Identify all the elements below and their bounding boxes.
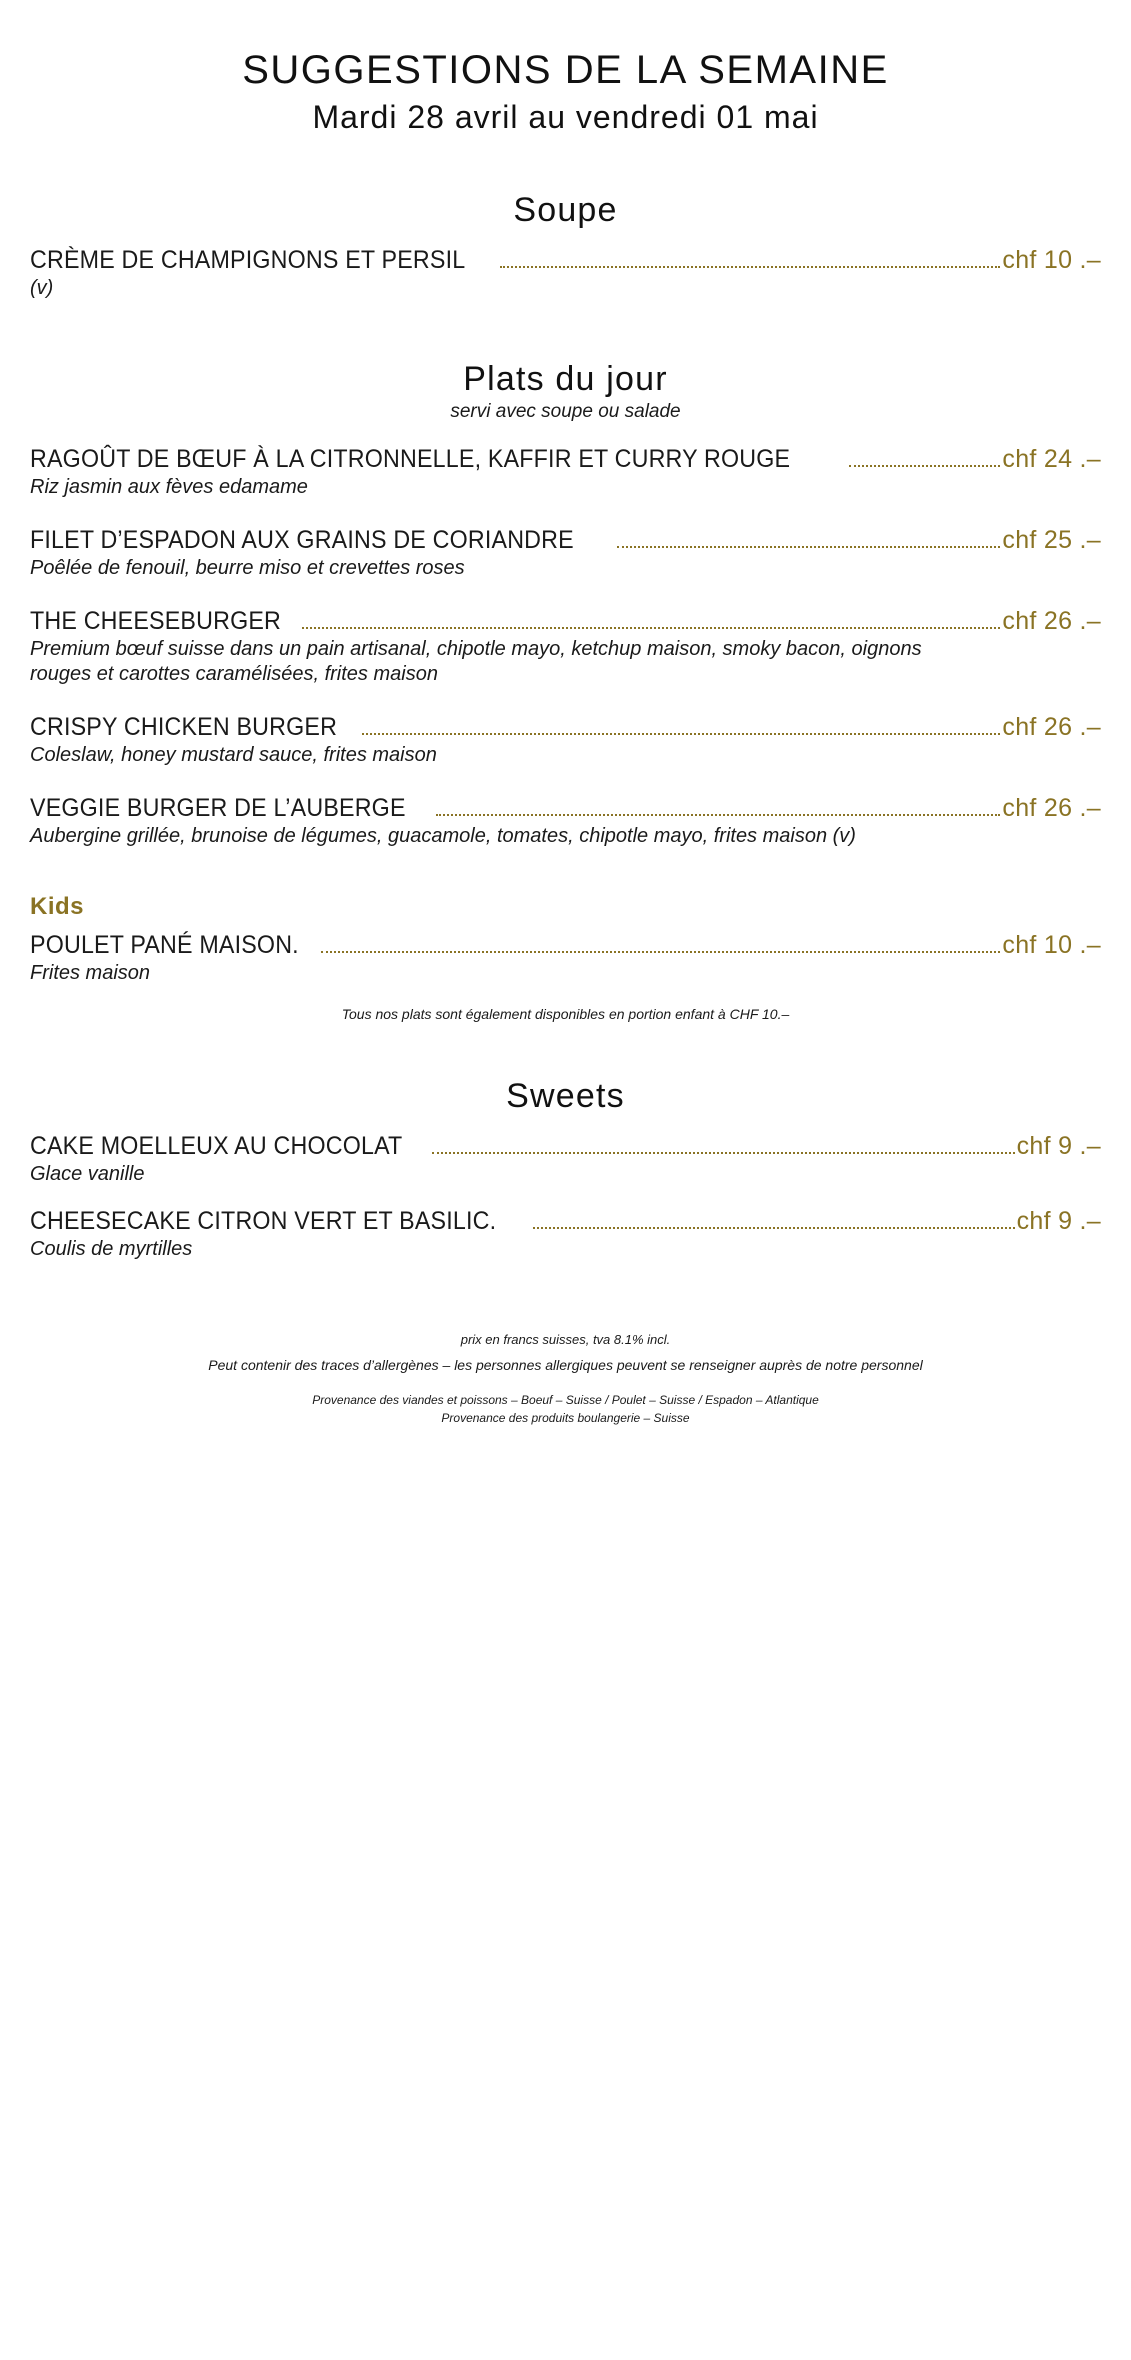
page-title: SUGGESTIONS DE LA SEMAINE (242, 48, 889, 92)
menu-item (30, 246, 1101, 301)
menu-item-description: Premium bœuf suisse dans un pain artisanal, chipotle mayo, ketchup maison, smoky bacon, oignons rouges et carottes caramélisées, frites maison (30, 638, 922, 685)
menu-item-price: chf 25 .– (1002, 526, 1101, 554)
section-heading-plats-du-jour: Plats du jour (463, 360, 668, 398)
menu-item-price: chf 10 .– (1002, 246, 1101, 274)
menu-item-description: Coulis de myrtilles (30, 1238, 193, 1260)
menu-item (30, 607, 1101, 687)
menu-item-name: POULET PANÉ MAISON. (30, 931, 299, 959)
leader-dots (436, 813, 1000, 816)
footer-origin-meat: Provenance des viandes et poissons – Boeuf – Suisse / Poulet – Suisse / Espadon – Atlantique (312, 1393, 819, 1407)
menu-item-description: Aubergine grillée, brunoise de légumes, guacamole, tomates, chipotle mayo, frites maison (v) (30, 825, 856, 847)
leader-dots (302, 626, 1000, 629)
leader-dots (533, 1226, 1014, 1229)
menu-item (30, 1207, 1101, 1262)
menu-item (30, 1132, 1101, 1187)
menu-item-name: CRISPY CHICKEN BURGER (30, 713, 338, 741)
menu-item-description: (v) (30, 277, 54, 299)
menu-item-name: FILET D’ESPADON AUX GRAINS DE CORIANDRE (30, 526, 574, 554)
menu-item (30, 526, 1101, 581)
menu-item-description: Riz jasmin aux fèves edamame (30, 476, 308, 498)
menu-item-description: Frites maison (30, 962, 151, 984)
menu-item-name: VEGGIE BURGER DE L’AUBERGE (30, 794, 406, 822)
section-plats-du-jour (30, 360, 1101, 849)
menu-item-price: chf 9 .– (1016, 1207, 1101, 1235)
section-heading-soupe: Soupe (513, 191, 618, 229)
menu-item-name: THE CHEESEBURGER (30, 607, 282, 635)
leader-dots (500, 265, 1000, 268)
section-heading-kids: Kids (30, 893, 85, 920)
menu-item-name: CAKE MOELLEUX AU CHOCOLAT (30, 1132, 403, 1160)
menu-item-name: RAGOÛT DE BŒUF À LA CITRONNELLE, KAFFIR ET CURRY ROUGE (30, 445, 791, 473)
menu-item-price: chf 10 .– (1002, 931, 1101, 959)
menu-item (30, 794, 1101, 849)
leader-dots (321, 950, 1000, 953)
section-soupe (30, 191, 1101, 301)
menu-item-name: CHEESECAKE CITRON VERT ET BASILIC. (30, 1207, 497, 1235)
menu-item-description: Coleslaw, honey mustard sauce, frites maison (30, 744, 437, 766)
leader-dots (432, 1151, 1014, 1154)
menu-item-price: chf 26 .– (1002, 713, 1101, 741)
footer-price-note: prix en francs suisses, tva 8.1% incl. (460, 1332, 671, 1347)
menu-item-price: chf 24 .– (1002, 445, 1101, 473)
section-heading-sweets: Sweets (506, 1077, 625, 1115)
leader-dots (849, 464, 1000, 467)
footer (30, 1332, 1101, 1427)
footer-origin-bakery: Provenance des produits boulangerie – Suisse (441, 1411, 690, 1425)
menu-item (30, 931, 1101, 986)
menu-item-description: Poêlée de fenouil, beurre miso et crevettes roses (30, 557, 465, 579)
footer-allergen-note: Peut contenir des traces d’allergènes – les personnes allergiques peuvent se renseigner auprès de notre personnel (208, 1357, 923, 1373)
menu-item (30, 713, 1101, 768)
menu-item-price: chf 26 .– (1002, 794, 1101, 822)
leader-dots (362, 732, 1000, 735)
section-sweets (30, 1077, 1101, 1262)
section-kids (30, 893, 1101, 1022)
menu-item (30, 445, 1101, 500)
menu-item-price: chf 9 .– (1016, 1132, 1101, 1160)
leader-dots (617, 545, 1001, 548)
section-subheading-plats-du-jour: servi avec soupe ou salade (450, 401, 681, 422)
page-subtitle: Mardi 28 avril au vendredi 01 mai (312, 99, 819, 135)
kids-portion-note: Tous nos plats sont également disponibles en portion enfant à CHF 10.– (341, 1006, 790, 1022)
menu-item-name: CRÈME DE CHAMPIGNONS ET PERSIL (30, 246, 466, 274)
menu-item-description: Glace vanille (30, 1163, 145, 1185)
menu-item-price: chf 26 .– (1002, 607, 1101, 635)
